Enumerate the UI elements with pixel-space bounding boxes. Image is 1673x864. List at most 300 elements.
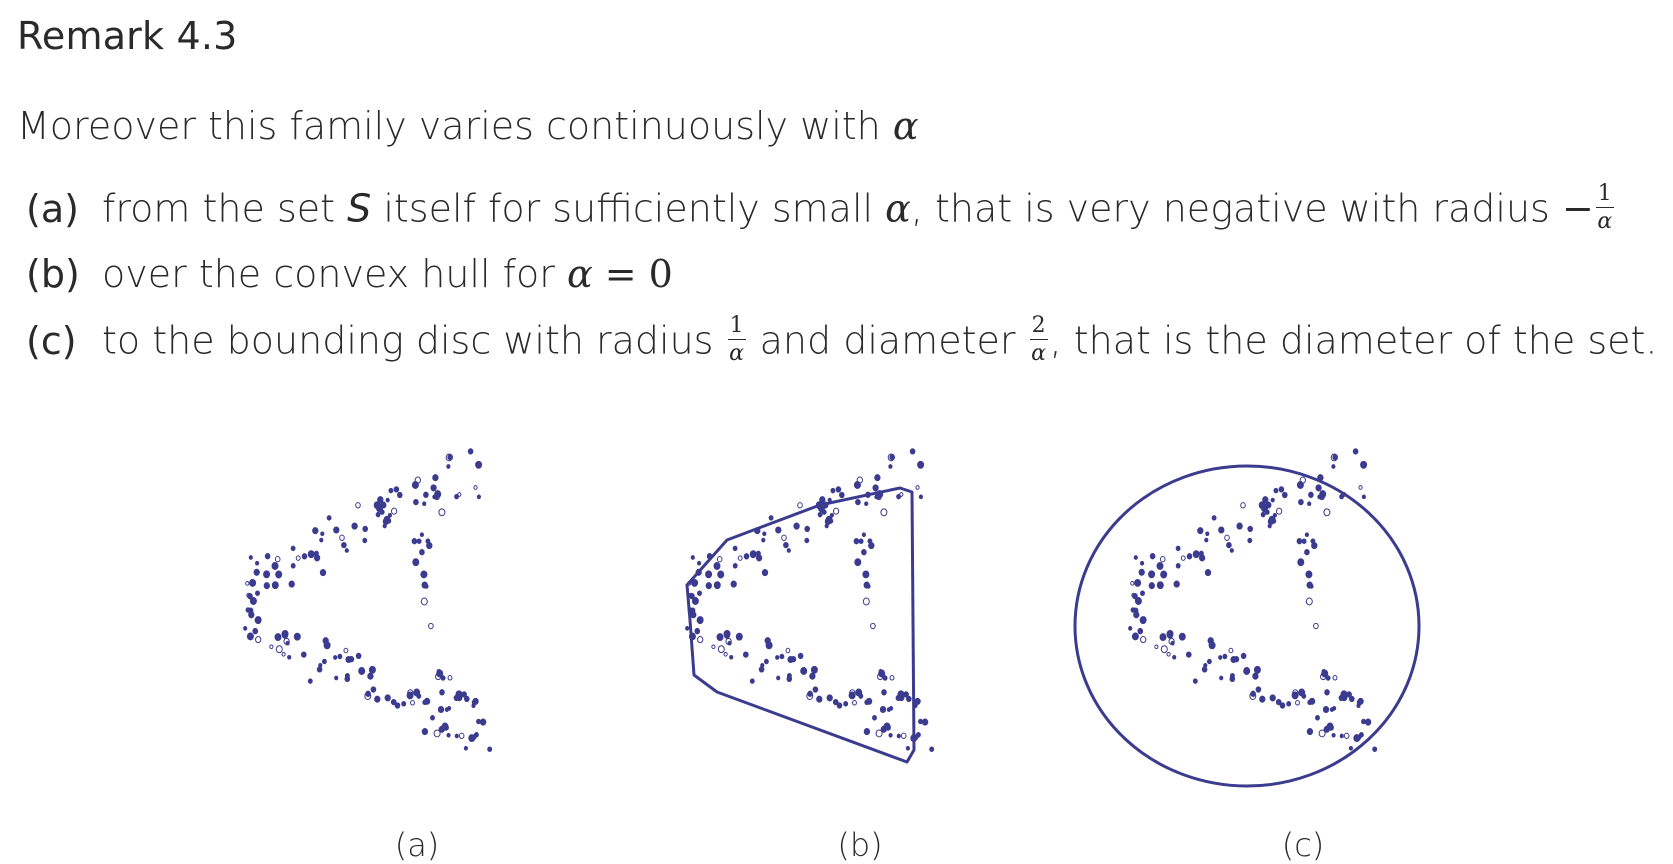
sample-point [817,696,822,702]
sample-point [1237,523,1242,529]
sample-point [1314,623,1319,628]
sample-point [712,645,715,649]
sample-point [1134,556,1137,560]
sample-point [480,719,485,725]
sample-point [919,719,923,723]
sample-point [1373,747,1377,751]
sample-point [810,673,815,679]
sample-point [898,691,904,698]
caption-a: (a) [394,826,440,864]
sample-point [1131,608,1135,612]
sample-point [1129,627,1132,631]
sample-point [1306,598,1312,605]
sample-point [394,487,399,492]
sample-point [440,690,445,695]
sample-point [459,733,464,738]
sample-point [1344,733,1349,738]
item-text: and diameter [747,318,1028,363]
sample-point [875,475,880,481]
sample-point [890,676,894,680]
sample-point [1160,634,1166,641]
sample-point [1220,676,1223,680]
sample-point [906,746,909,750]
sample-point [1279,487,1284,492]
item-text: from the set [102,186,348,231]
sample-point [1353,449,1358,454]
sample-point [910,449,915,454]
sample-point [1256,687,1261,692]
sample-point [1150,554,1155,559]
sample-point [375,696,380,702]
fraction [1030,315,1048,365]
sample-point [1193,679,1197,683]
sample-point [294,633,300,640]
sample-point [256,591,260,595]
sample-point [873,485,878,491]
sample-point [1333,707,1336,711]
sample-point [1316,716,1320,720]
sample-point [1261,512,1265,516]
sample-point [345,673,349,677]
sample-point [830,513,833,517]
sample-point [244,627,247,631]
sample-point [474,486,477,490]
sample-point [447,465,450,469]
sample-point [477,495,480,499]
panel-a-point-set [244,449,492,752]
sample-point [840,492,845,497]
sample-point [730,655,733,659]
sample-point [717,634,723,641]
sample-point [344,648,348,652]
sample-point [1141,561,1144,565]
sample-point [1316,485,1321,491]
sample-point [1297,539,1302,544]
sample-point [1350,696,1355,701]
sample-point [862,550,867,555]
item-text: over the convex hull for [102,252,567,296]
fraction [728,315,746,365]
sample-point [340,535,345,540]
sample-point [1357,700,1360,704]
sample-point [302,554,307,559]
sample-point [369,666,375,673]
sample-point [321,532,324,536]
sample-point [718,571,724,578]
sample-point [865,502,868,506]
alpha-shape-figure [0,430,1673,810]
sample-point [784,542,789,547]
sample-point [890,707,893,711]
sample-point [253,628,257,632]
sample-point [334,656,337,660]
fraction [1596,183,1614,233]
sample-point [1167,632,1172,638]
sample-point [1273,513,1276,517]
sample-point [376,512,380,516]
sample-point [794,523,799,529]
sample-point [1134,612,1139,618]
sample-point [246,608,250,612]
sample-point [1161,571,1167,578]
sample-point [1298,559,1304,566]
sample-point [363,538,367,542]
sample-point [282,652,285,656]
sample-point [856,689,862,696]
sample-point [324,642,330,649]
sample-point [736,633,742,640]
sample-point [1254,666,1260,673]
sample-point [1174,581,1179,587]
sample-point [1207,659,1211,663]
sample-point [766,642,772,649]
sample-point [1219,656,1222,660]
sample-point [1362,495,1365,499]
sample-point [755,528,760,534]
sample-point [1181,556,1185,560]
sample-point [854,539,859,544]
sample-point [442,723,448,730]
sample-point [1205,570,1210,576]
sample-point [288,655,291,659]
sample-point [1308,700,1312,704]
sample-point [421,598,427,605]
sample-point [1287,702,1291,706]
sample-point [787,549,790,553]
sample-point [859,539,863,543]
sample-point [1227,542,1232,547]
sample-point [488,747,492,751]
sample-point [805,526,810,531]
sample-point [417,539,421,543]
sample-point [422,582,427,588]
sample-point [265,554,270,559]
sample-point [433,495,436,499]
sample-point [423,700,427,704]
sample-point [1187,554,1192,559]
sample-point [256,561,259,565]
sample-point [916,486,919,490]
fraction-numerator: 1 [1597,181,1612,206]
convex-hull-outline [687,488,914,762]
sample-point [1160,557,1165,562]
sample-point [383,518,388,524]
alpha-symbol: α [892,104,919,148]
sample-point [334,527,339,533]
sample-point [448,676,452,680]
list-item-a [26,181,1616,236]
sample-point [833,508,838,514]
sample-point [1212,516,1216,520]
sample-point [698,637,703,643]
sample-point [1296,701,1300,705]
sample-point [866,492,871,497]
sample-point [1305,550,1310,555]
sample-point [813,687,818,692]
sample-point [728,641,731,645]
sample-point [808,691,813,696]
sample-point [1205,538,1208,542]
sample-point [871,623,876,628]
sample-point [786,648,790,652]
alpha-symbol: α [566,252,593,296]
sample-point [854,482,860,489]
sample-point [764,659,768,663]
sample-point [412,482,418,489]
sample-point [1135,598,1141,605]
sample-point [698,591,702,595]
sample-point [458,493,461,497]
sample-point [276,646,282,653]
sample-point [317,667,322,672]
sample-point [801,668,807,675]
sample-point [776,656,779,660]
sample-point [327,516,331,520]
sample-point [805,538,809,542]
sample-point [1135,579,1141,586]
sample-point [1176,564,1180,568]
sample-point [291,564,295,568]
sample-point [402,702,406,706]
sample-point [901,733,906,738]
sample-point [818,512,822,516]
item-text: to the bounding disc with radius [102,318,726,363]
sample-point [724,632,729,638]
fraction-denominator: α [1031,341,1046,366]
sample-point [1132,633,1138,640]
sample-point [1268,518,1273,524]
sample-point [1167,652,1170,656]
sample-point [695,628,699,632]
sample-point [438,706,443,712]
sample-point [1357,735,1361,739]
sample-point [1349,746,1352,750]
panel-b-convex-hull [686,449,934,762]
sample-point [414,689,420,696]
sample-point [429,623,434,628]
sample-point [1155,645,1158,649]
sample-point [249,612,254,618]
sample-point [427,543,432,549]
equation: = 0 [592,252,673,296]
sample-point [1199,555,1204,561]
sample-point [1359,486,1362,490]
sample-point [308,551,314,558]
sample-point [346,656,351,662]
caption-b: (b) [837,826,883,864]
sample-point [342,542,347,547]
sample-point [836,487,841,492]
sample-point [414,499,419,504]
sample-point [724,652,727,656]
sample-point [756,555,761,561]
sample-point [863,598,869,605]
sample-point [1173,655,1176,659]
sample-point [468,449,473,454]
sample-point [856,499,861,504]
sample-point [733,564,737,568]
sample-point [302,652,307,657]
sample-point [864,582,869,588]
sample-point [875,495,878,499]
sample-point [291,546,295,550]
sample-point [907,696,912,701]
sample-point [686,627,689,631]
sample-point [1161,646,1167,653]
sample-point [1318,475,1323,481]
panel-c-bounding-disc [1075,449,1419,786]
sample-point [738,556,742,560]
sample-point [1297,482,1303,489]
sample-point [249,556,252,560]
sample-point [862,533,865,537]
sample-point [1193,551,1199,558]
sample-point [1325,690,1330,695]
lead-text: Moreover this family varies continuously with [17,104,893,148]
sample-point [1251,691,1256,696]
alpha-symbol: α [885,186,911,231]
sample-point [456,691,462,698]
sample-point [698,561,701,565]
sample-point [1365,719,1370,725]
sample-point [691,556,694,560]
sample-point [385,695,390,701]
sample-point [1332,465,1335,469]
fraction-denominator: α [729,341,744,366]
sample-point [759,667,764,672]
sample-point [1306,571,1312,578]
sample-point [880,706,885,712]
sample-point [264,583,269,589]
sample-point [782,535,787,540]
sample-point [296,556,300,560]
sample-point [1274,488,1278,492]
sample-point [1187,652,1192,657]
sample-point [422,729,427,735]
sample-point [1241,653,1246,658]
sample-point [696,569,701,575]
sample-point [1307,729,1312,735]
sample-point [691,612,696,618]
sample-point [1230,549,1233,553]
sample-point [798,503,803,508]
lead-sentence [17,104,919,148]
sample-point [389,488,393,492]
sample-point [448,707,451,711]
sample-point [1179,633,1185,640]
sample-point [744,652,749,657]
sample-point [1302,539,1306,543]
sample-point [827,695,832,701]
sample-point [275,557,280,562]
sample-point [314,555,319,561]
sample-point [714,582,720,589]
sample-point [477,719,481,723]
sample-point [1276,699,1281,704]
sample-point [335,676,338,680]
sample-point [1270,695,1275,701]
sample-point [250,579,256,586]
sample-point [750,551,756,558]
sample-point [763,532,766,536]
sample-point [380,510,384,514]
sample-point [1131,582,1134,586]
sample-point [398,492,403,497]
sample-point [420,533,423,537]
sample-point [388,513,391,517]
sample-point [831,488,835,492]
sample-point [421,571,427,578]
sample-point [762,538,765,542]
sample-point [769,516,773,520]
sample-point [1271,498,1274,502]
sample-point [1219,527,1224,533]
sample-point [320,538,323,542]
sample-point [1323,706,1328,712]
sample-point [1223,654,1227,658]
item-text: itself for sufficiently small [371,186,886,231]
sample-point [1307,582,1312,588]
sample-point [264,571,270,578]
sample-point [322,659,326,663]
sample-point [356,503,361,508]
sample-point [884,723,890,730]
sample-point [391,699,396,704]
sample-point [692,579,698,586]
sample-point [345,549,348,553]
sample-point [1305,533,1308,537]
list-item-c [26,313,1658,368]
sample-point [356,653,361,658]
sample-point [472,735,476,739]
sample-point [889,733,892,737]
sample-point [1225,535,1230,540]
sample-point [433,475,438,481]
sample-point [272,582,278,589]
sample-point [1276,508,1281,514]
sample-point [706,571,712,578]
sample-point [780,654,784,658]
sample-point [788,656,793,662]
set-symbol: S [347,186,372,231]
sample-point [363,526,368,531]
sample-point [717,557,722,562]
sample-point [420,550,425,555]
item-label: (b) [26,252,80,296]
sample-point [1231,656,1236,662]
sample-point [1308,502,1311,506]
sample-point [1176,546,1180,550]
sample-point [1248,538,1252,542]
sample-point [246,582,249,586]
sample-point [1149,583,1154,589]
item-text: , that is the diameter of the set. [1049,318,1658,363]
sample-point [1241,503,1246,508]
sample-point [762,570,767,576]
sample-point [423,502,426,506]
sample-point [254,569,259,575]
item-label: (c) [26,318,77,363]
sample-point [413,559,419,566]
sample-point [366,691,371,696]
sample-point [1318,495,1321,499]
sample-point [286,641,289,645]
remark-title: Remark 4.3 [17,14,238,58]
sample-point [439,509,445,516]
sample-point [1333,676,1337,680]
sample-point [918,461,924,468]
sample-point [811,666,817,673]
